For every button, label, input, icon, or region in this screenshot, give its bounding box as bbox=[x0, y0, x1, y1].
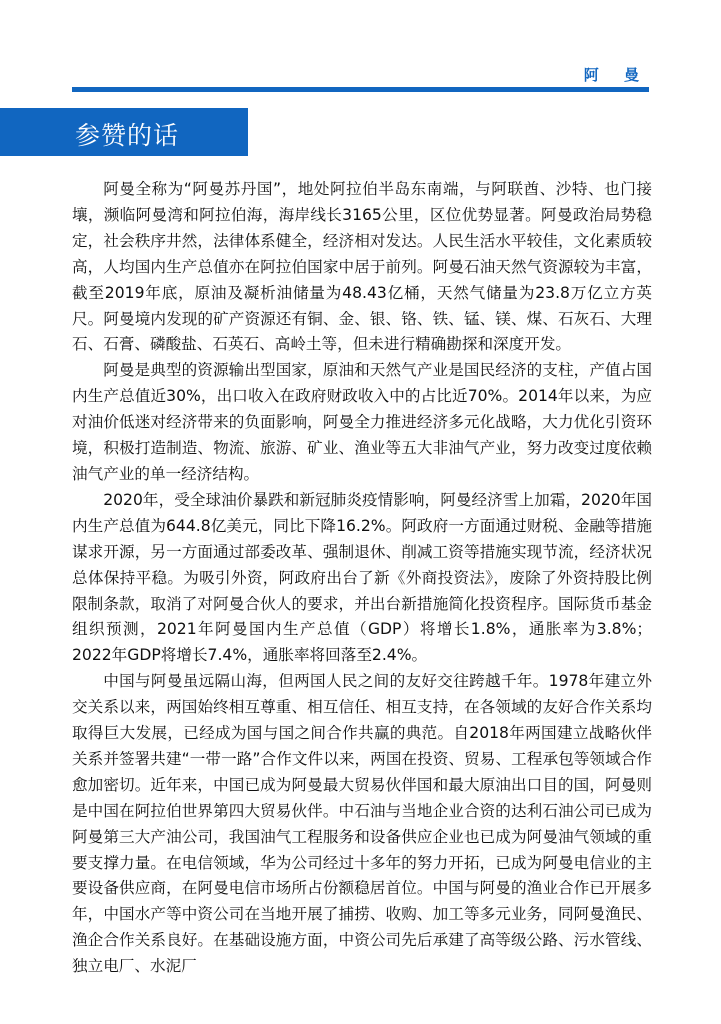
paragraph: 阿曼是典型的资源输出型国家，原油和天然气产业是国民经济的支柱，产值占国内生产总值近30%，出口收入在政府财政收入中的占比近70%。2014年以来，为应对油价低迷对经济带来的负面影响，阿曼全力推进经济多元化战略，大力优化引资环境，积极打造制造、物流、旅游、矿业、渔业等五大非油气产业，努力改变过度依赖油气产业的单一经济结构。 bbox=[72, 361, 652, 483]
running-header-title: 阿 曼 bbox=[583, 66, 649, 84]
paragraph: 中国与阿曼虽远隔山海，但两国人民之间的友好交往跨越千年。1978年建立外交关系以来，两国始终相互尊重、相互信任、相互支持，在各领域的友好合作关系均取得巨大发展，已经成为国与国之间合作共赢的典范。自2018年两国建立战略伙伴关系并签署共建“一带一路”合作文件以来，两国在投资、贸易、工程承包等领域合作愈加密切。近年来，中国已成为阿曼最大贸易伙伴国和最大原油出口目的国，阿曼则是中国在阿拉伯世界第四大贸易伙伴。中石油与当地企业合资的达利石油公司已成为阿曼第三大产油公司，我国油气工程服务和设备供应企业也已成为阿曼油气领域的重要支撑力量。在电信领域，华为公司经过十多年的努力开拓，已成为阿曼电信业的主要设备供应商，在阿曼电信市场所占份额稳居首位。中国与阿曼的渔业合作已开展多年，中国水产等中资公司在当地开展了捕捞、收购、加工等多元业务，同阿曼渔民、渔企合作关系良好。在基础设施方面，中资公司先后承建了高等级公路、污水管线、独立电厂、水泥厂 bbox=[72, 672, 652, 976]
header-divider bbox=[72, 87, 649, 92]
section-banner bbox=[0, 108, 248, 156]
section-title: 参赞的话 bbox=[75, 121, 180, 150]
paragraph: 2020年，受全球油价暴跌和新冠肺炎疫情影响，阿曼经济雪上加霜，2020年国内生产总值为644.8亿美元，同比下降16.2%。阿政府一方面通过财税、金融等措施谋求开源，另一方面通过部委改革、强制退休、削减工资等措施实现节流，经济状况总体保持平稳。为吸引外资，阿政府出台了新《外商投资法》，废除了外资持股比例限制条款，取消了对阿曼合伙人的要求，并出台新措施简化投资程序。国际货币基金组织预测，2021年阿曼国内生产总值（GDP）将增长1.8%，通胀率为3.8%；2022年GDP将增长7.4%，通胀率将回落至2.4%。 bbox=[72, 490, 652, 665]
body-text bbox=[72, 177, 652, 980]
paragraph: 阿曼全称为“阿曼苏丹国”，地处阿拉伯半岛东南端，与阿联酋、沙特、也门接壤，濒临阿曼湾和阿拉伯海，海岸线长3165公里，区位优势显著。阿曼政治局势稳定，社会秩序井然，法律体系健全，经济相对发达。人民生活水平较佳，文化素质较高，人均国内生产总值亦在阿拉伯国家中居于前列。阿曼石油天然气资源较为丰富，截至2019年底，原油及凝析油储量为48.43亿桶，天然气储量为23.8万亿立方英尺。阿曼境内发现的矿产资源还有铜、金、银、铬、铁、锰、镁、煤、石灰石、大理石、石膏、磷酸盐、石英石、高岭土等，但未进行精确勘探和深度开发。 bbox=[72, 180, 652, 354]
